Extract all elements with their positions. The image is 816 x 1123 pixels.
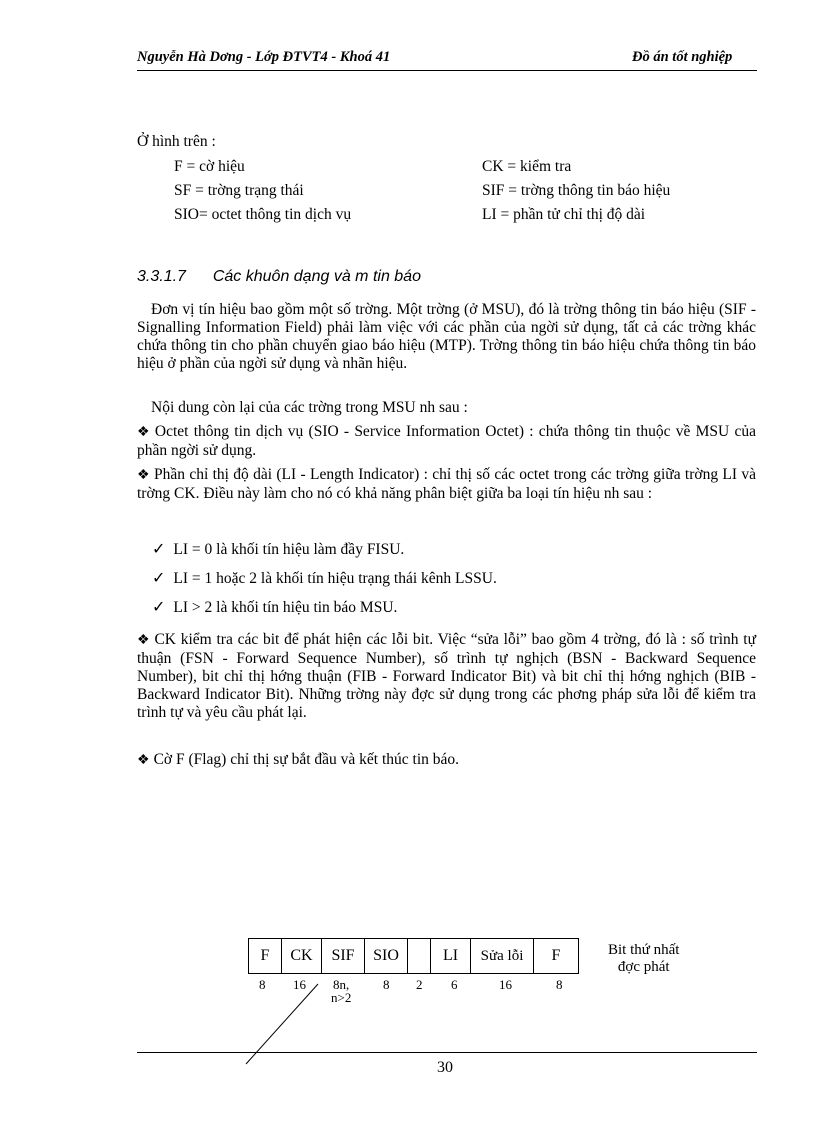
paragraph-fields: Nội dung còn lại của các trờng trong MSU nh sau : xyxy=(151,399,468,416)
legend-left-3: SIO= octet thông tin dịch vụ xyxy=(174,206,352,223)
header-author: Nguyễn Hà Dơng - Lớp ĐTVT4 - Khoá 41 xyxy=(137,49,391,65)
footer-rule xyxy=(137,1052,757,1053)
checkmark-icon: ✓ xyxy=(152,570,166,587)
bits-sif-condition: n>2 xyxy=(331,990,352,1005)
frame-cell-f-start: F xyxy=(249,939,282,974)
check-msu-text: LI > 2 là khối tín hiệu tin báo MSU. xyxy=(173,599,398,616)
frame-cell-error-correction: Sửa lỗi xyxy=(471,939,534,974)
paragraph-intro: Đơn vị tín hiệu bao gồm một số trờng. Một trờng (ở MSU), đó là trờng thông tin báo hiệu (SIF - Signalling Information Field) phải làm việc với các phần của ngời sử dụng, tất cả các trờng khác chứa thông tin cho phần chuyển giao báo hiệu (MTP). Trờng thông tin báo hiệu chứa thông tin báo hiệu ở phần của ngời sử dụng và nhãn hiệu. xyxy=(137,301,756,372)
msu-frame-diagram xyxy=(248,938,579,974)
section-number: 3.3.1.7 xyxy=(137,268,186,285)
frame-caption-line1: Bit thứ nhất xyxy=(608,942,680,958)
bullet-item-li xyxy=(137,466,756,503)
legend-left-2: SF = trờng trạng thái xyxy=(174,182,304,199)
check-fisu-text: LI = 0 là khối tín hiệu làm đầy FISU. xyxy=(173,541,405,558)
bullet-item-flag xyxy=(137,750,459,771)
diamond-bullet-icon: ❖ xyxy=(137,468,151,483)
pointer-line xyxy=(240,980,330,1070)
bits-sif: 8n, xyxy=(333,977,350,992)
checkmark-icon: ✓ xyxy=(152,541,166,558)
legend-right-2: SIF = trờng thông tin báo hiệu xyxy=(482,182,671,199)
frame-caption-line2: đợc phát xyxy=(617,959,670,975)
frame-cell-sio: SIO xyxy=(365,939,408,974)
section-title: Các khuôn dạng và m tin báo xyxy=(212,268,421,285)
header-title: Đồ án tốt nghiệp xyxy=(632,49,733,65)
bits-li: 6 xyxy=(451,977,458,992)
bullet-flag-text: Cờ F (Flag) chỉ thị sự bắt đầu và kết thúc tin báo. xyxy=(153,751,460,768)
legend-intro: Ở hình trên : xyxy=(137,133,216,150)
bits-f: 8 xyxy=(259,977,266,992)
bullet-item-ck xyxy=(137,631,756,722)
frame-cell-spare xyxy=(408,939,431,974)
bits-sio: 8 xyxy=(383,977,390,992)
frame-caption xyxy=(608,942,679,976)
legend-right-3: LI = phần tử chỉ thị độ dài xyxy=(482,206,646,223)
frame-cell-sif: SIF xyxy=(322,939,365,974)
frame-cell-f-end: F xyxy=(534,939,579,974)
header-rule xyxy=(137,70,757,71)
bullet-sio-text: Octet thông tin dịch vụ (SIO - Service Information Octet) : chứa thông tin thuộc về MSU của phần ngời sử dụng. xyxy=(137,423,756,459)
page-number: 30 xyxy=(437,1059,453,1076)
bits-ck: 16 xyxy=(293,977,306,992)
legend-left-1: F = cờ hiệu xyxy=(174,158,245,175)
check-item-msu xyxy=(152,598,397,618)
legend-right-1: CK = kiểm tra xyxy=(482,158,572,175)
bullet-li-text: Phần chỉ thị độ dài (LI - Length Indicator) : chỉ thị số các octet trong các trờng giữa trờng LI và trờng CK. Điều này làm cho nó có khả năng phân biệt giữa ba loại tín hiệu nh sau : xyxy=(137,466,756,502)
bits-f-end: 8 xyxy=(556,977,563,992)
check-lssu-text: LI = 1 hoặc 2 là khối tín hiệu trạng thái kênh LSSU. xyxy=(173,570,497,587)
diamond-bullet-icon: ❖ xyxy=(137,633,151,648)
bits-error-correction: 16 xyxy=(499,977,512,992)
frame-cell-li: LI xyxy=(431,939,471,974)
section-heading xyxy=(137,268,421,286)
bullet-item-sio xyxy=(137,423,756,460)
frame-cell-ck: CK xyxy=(282,939,322,974)
check-item-fisu xyxy=(152,540,404,560)
bullet-ck-text: CK kiểm tra các bit để phát hiện các lỗi bit. Việc “sửa lỗi” bao gồm 4 trờng, đó là : số trình tự thuận (FSN - Forward Sequence Number), số trình tự nghịch (BSN - Backward Sequence Number), bit chỉ thị hớng thuận (FIB - Forward Indicator Bit) và bit chỉ thị hớng nghịch (BIB - Backward Indicator Bit). Những trờng này đợc sử dụng trong các phơng pháp sửa lỗi để kiểm tra trình tự và yêu cầu phát lại. xyxy=(137,631,756,721)
diamond-bullet-icon: ❖ xyxy=(137,753,150,768)
bits-spare: 2 xyxy=(416,977,423,992)
checkmark-icon: ✓ xyxy=(152,599,166,616)
diamond-bullet-icon: ❖ xyxy=(137,425,151,440)
check-item-lssu xyxy=(152,569,497,589)
